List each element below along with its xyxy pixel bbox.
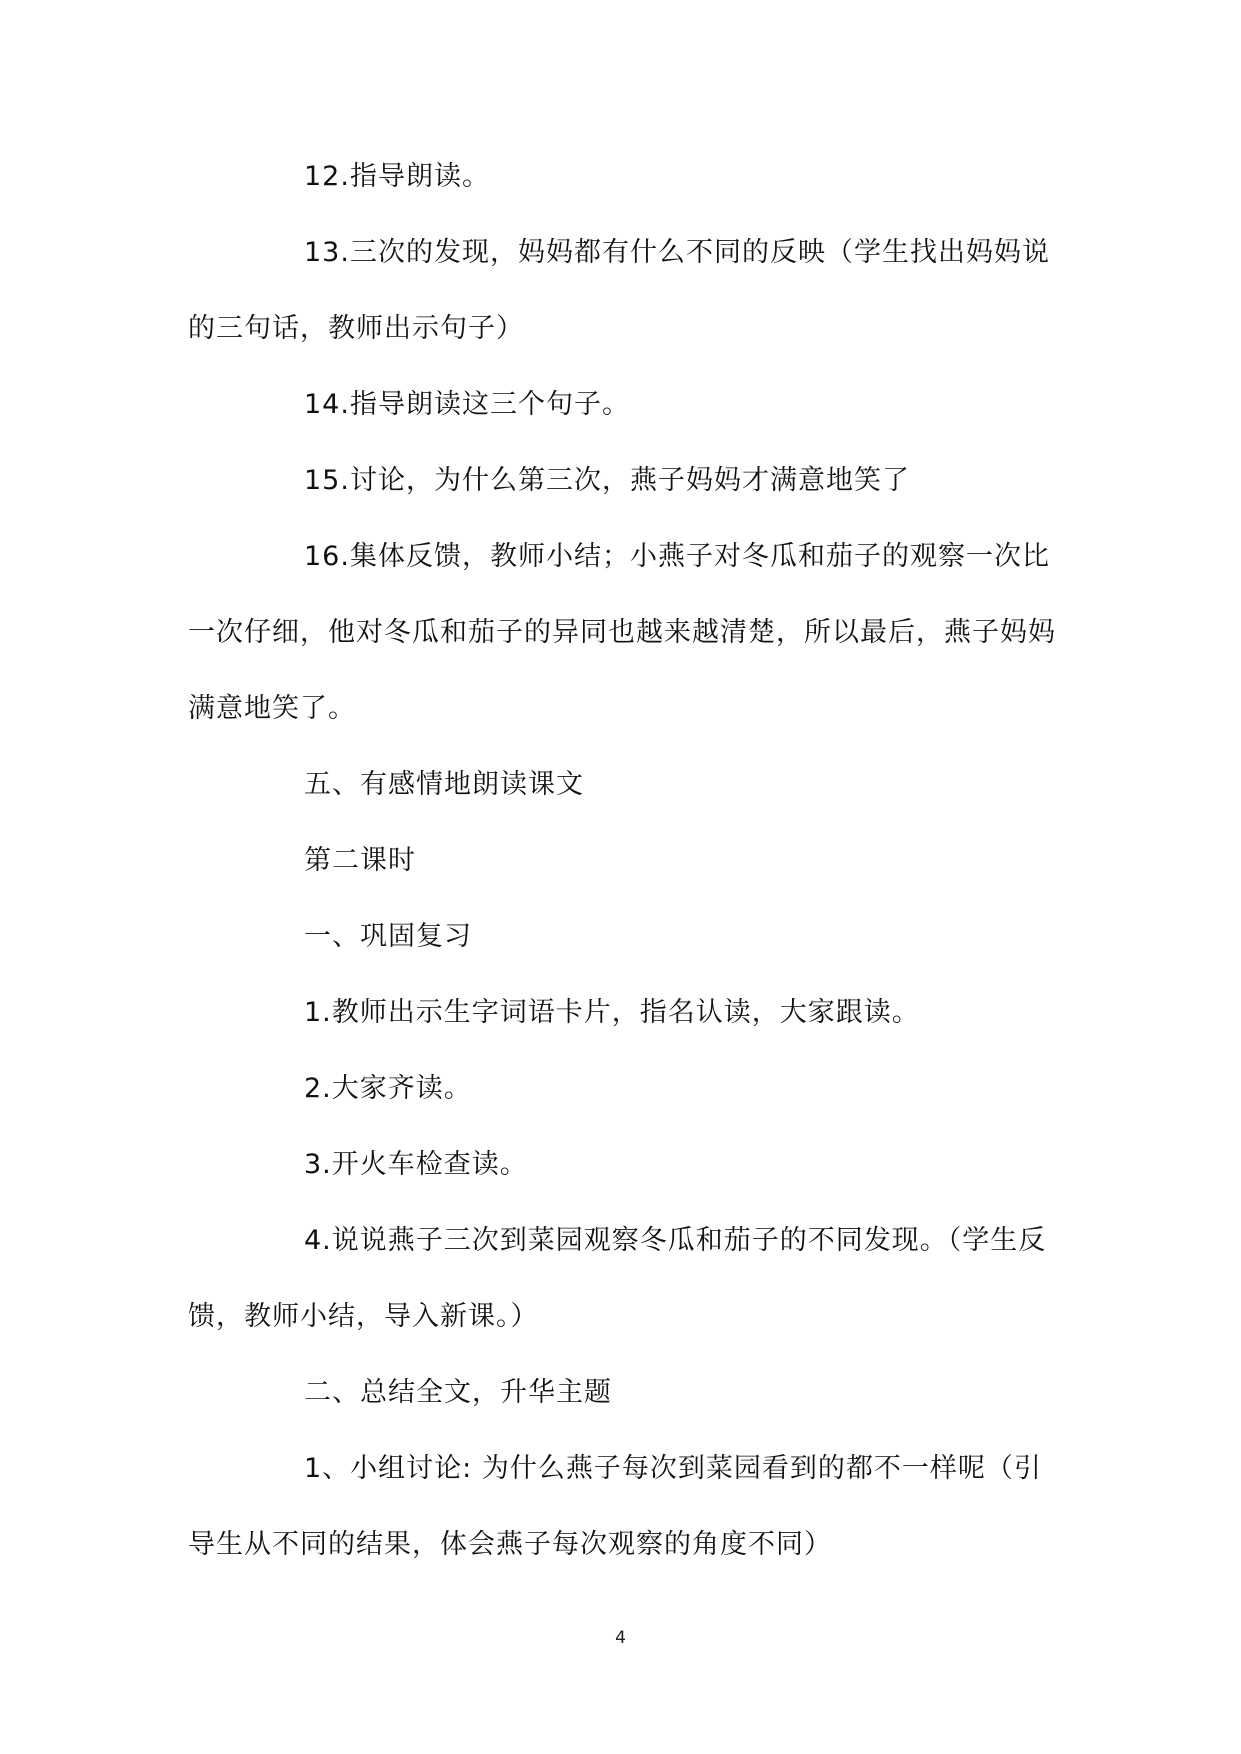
paragraph: 12.指导朗读。 bbox=[304, 161, 490, 192]
paragraph: 1.教师出示生字词语卡片，指名认读，大家跟读。 bbox=[304, 997, 920, 1028]
paragraph: 13.三次的发现，妈妈都有什么不同的反映（学生找出妈妈说的三句话，教师出示句子） bbox=[188, 237, 1050, 344]
paragraph: 16.集体反馈，教师小结；小燕子对冬瓜和茄子的观察一次比一次仔细，他对冬瓜和茄子的异同也越来越清楚，所以最后，燕子妈妈满意地笑了。 bbox=[188, 541, 1056, 724]
paragraph: 4.说说燕子三次到菜园观察冬瓜和茄子的不同发现。（学生反馈，教师小结，导入新课。） bbox=[188, 1225, 1047, 1332]
paragraph: 3.开火车检查读。 bbox=[304, 1149, 528, 1180]
page-number: 4 bbox=[615, 1628, 626, 1648]
paragraph: 15.讨论，为什么第三次，燕子妈妈才满意地笑了 bbox=[304, 465, 910, 496]
paragraph: 14.指导朗读这三个句子。 bbox=[304, 389, 630, 420]
paragraph: 2.大家齐读。 bbox=[304, 1073, 472, 1104]
section-heading: 二、总结全文，升华主题 bbox=[304, 1377, 612, 1408]
lesson-heading: 第二课时 bbox=[304, 845, 416, 876]
section-heading: 一、巩固复习 bbox=[304, 921, 472, 952]
document-body bbox=[188, 139, 1063, 1583]
section-heading: 五、有感情地朗读课文 bbox=[304, 769, 584, 800]
paragraph: 1、小组讨论: 为什么燕子每次到菜园看到的都不一样呢（引导生从不同的结果，体会燕子每次观察的角度不同） bbox=[188, 1453, 1042, 1560]
